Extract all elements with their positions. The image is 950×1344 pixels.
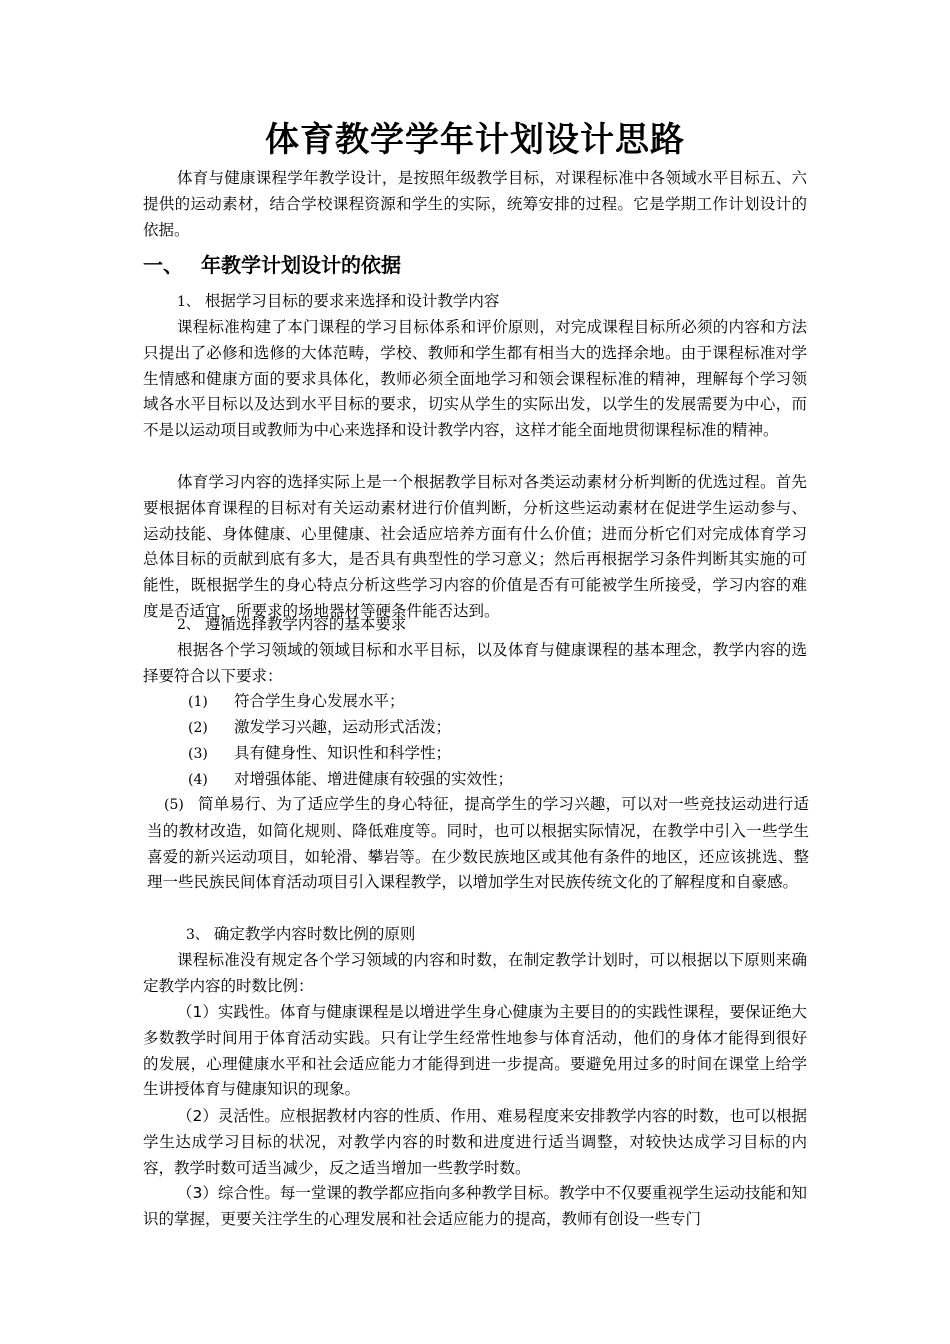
- item-text: 对增强体能、增进健康有较强的实效性；: [234, 770, 514, 788]
- page-title: 体育教学学年计划设计思路: [265, 120, 685, 160]
- intro-paragraph: 体育与健康课程学年教学设计，是按照年级教学目标，对课程标准中各领域水平目标五、六提供的运动素材，结合学校课程资源和学生的实际，统筹安排的过程。它是学期工作计划设计的依据。: [143, 169, 807, 239]
- subheading-3: [186, 922, 415, 949]
- paragraph-1-1: 课程标准构建了本门课程的学习目标体系和评价原则，对完成课程目标所必须的内容和方法只提出了必修和选修的大体范畴，学校、教师和学生都有相当大的选择余地。由于课程标准对学生情感和健康方面的要求具体化，教师必须全面地学习和领会课程标准的精神，理解每个学习领域各水平目标以及达到水平目标的要求，切实从学生的实际出发，以学生的发展需要为中心，而不是以运动项目或教师为中心来选择和设计教学内容，这样才能全面地贯彻课程标准的精神。: [143, 318, 807, 440]
- paragraph-3-3: （2）灵活性。应根据教材内容的性质、作用、难易程度来安排教学内容的时数，也可以根据学生达成学习目标的状况，对教学内容的时数和进度进行适当调整，对较快达成学习目标的内容，教学时数可适当减少，反之适当增加一些教学时数。: [143, 1107, 807, 1177]
- subheading-number: 1、: [177, 294, 200, 310]
- paragraph-3-1: 课程标准没有规定各个学习领域的内容和时数，在制定教学计划时，可以根据以下原则来确定教学内容的时数比例：: [143, 951, 807, 995]
- subheading-number: 2、: [177, 617, 200, 633]
- subheading-text: 根据学习目标的要求来选择和设计教学内容: [204, 292, 500, 310]
- requirement-item: [188, 689, 405, 716]
- requirement-item-5: [147, 792, 809, 896]
- subheading-text: 确定教学内容时数比例的原则: [213, 925, 416, 943]
- section-heading-1: [143, 251, 401, 279]
- paragraph-1-2: 体育学习内容的选择实际上是一个根据教学目标对各类运动素材分析判断的优选过程。首先要根据体育课程的目标对有关运动素材进行价值判断，分析这些运动素材在促进学生运动参与、运动技能、身体健康、心里健康、社会适应培养方面有什么价值；进而分析它们对完成体育学习总体目标的贡献到底有多大，是否具有典型性的学习意义；然后再根据学习条件判断其实施的可能性，既根据学生的身心特点分析这些学习内容的价值是否有可能被学生所接受，学习内容的难度是否适宜，所要求的场地器材等硬条件能否达到。: [143, 473, 807, 620]
- paragraph-3-2: （1）实践性。体育与健康课程是以增进学生身心健康为主要目的的实践性课程，要保证绝大多数教学时间用于体育活动实践。只有让学生经常性地参与体育活动，他们的身体才能得到很好的发展，心理健康水平和社会适应能力才能得到进一步提高。要避免用过多的时间在课堂上给学生讲授体育与健康知识的现象。: [143, 1003, 807, 1099]
- item-number: (2): [188, 720, 208, 736]
- item-text: 简单易行、为了适应学生的身心特征，提高学生的学习兴趣，可以对一些竞技运动进行适当的教材改造，如简化规则、降低难度等。同时，也可以根据实际情况，在教学中引入一些学生喜爱的新兴运动项目，如轮滑、攀岩等。在少数民族地区或其他有条件的地区，还应该挑选、整理一些民族民间体育活动项目引入课程教学，以增加学生对民族传统文化的了解程度和自豪感。: [147, 795, 809, 892]
- item-text: 符合学生身心发展水平；: [234, 692, 405, 710]
- item-number: (3): [188, 746, 208, 762]
- subheading-2: [177, 612, 406, 639]
- item-text: 具有健身性、知识性和科学性；: [234, 744, 452, 762]
- item-text: 激发学习兴趣，运动形式活泼；: [234, 718, 452, 736]
- section-heading-text: 年教学计划设计的依据: [201, 253, 401, 277]
- requirement-item: [188, 741, 451, 768]
- item-number: (1): [188, 694, 208, 710]
- paragraph-3-4: （3）综合性。每一堂课的教学都应指向多种教学目标。教学中不仅要重视学生运动技能和知识的掌握，更要关注学生的心理发展和社会适应能力的提高，教师有创设一些专门: [143, 1184, 807, 1228]
- item-number: (4): [188, 772, 208, 788]
- subheading-text: 遵循选择教学内容的基本要求: [204, 615, 407, 633]
- section-number: 一、: [143, 253, 183, 277]
- subheading-number: 3、: [186, 927, 209, 943]
- requirement-item: [188, 767, 513, 794]
- item-number: (5): [164, 797, 184, 813]
- subheading-1: [177, 289, 499, 316]
- requirement-item: [188, 715, 451, 742]
- paragraph-2-1: 根据各个学习领域的领域目标和水平目标，以及体育与健康课程的基本理念，教学内容的选择要符合以下要求：: [143, 641, 807, 685]
